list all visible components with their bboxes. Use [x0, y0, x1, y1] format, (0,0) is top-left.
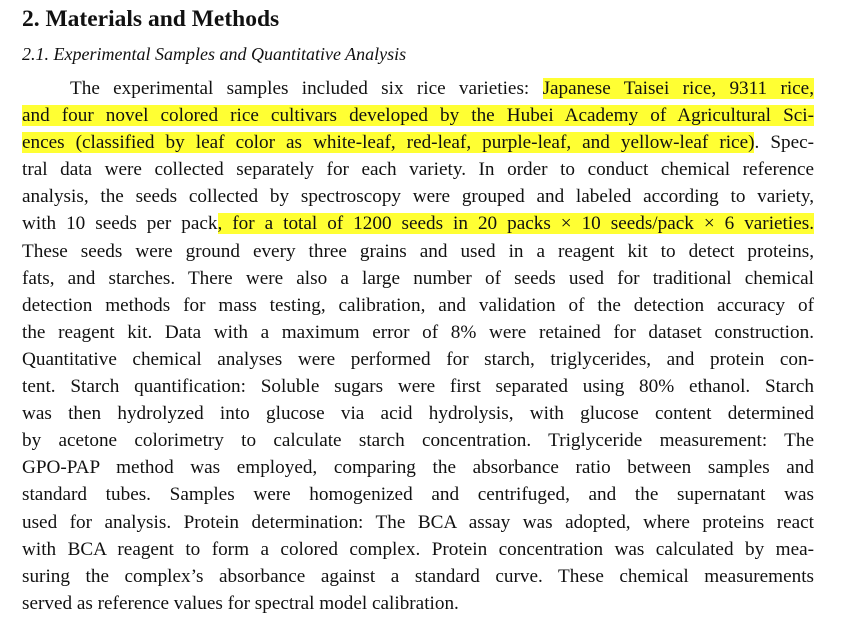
text-span: with BCA reagent to form a colored complex. Protein concentration was calculated by mea-	[22, 538, 814, 560]
highlighted-text: , for a total of 1200 seeds in 20 packs × 10 seeds/pack × 6 varieties.	[217, 213, 814, 235]
text-span: The experimental samples included six rice varieties:	[70, 78, 543, 99]
text-span: These seeds were ground every three grains and used in a reagent kit to detect proteins,	[22, 240, 814, 262]
text-span: fats, and starches. There were also a large number of seeds used for traditional chemical	[22, 267, 814, 289]
text-line	[22, 373, 814, 400]
text-line	[22, 210, 814, 237]
text-span: by acetone colorimetry to calculate starch concentration. Triglyceride measurement: The	[22, 430, 814, 452]
text-span: tent. Starch quantification: Soluble sugars were first separated using 80% ethanol. Starch	[22, 376, 814, 398]
text-span: served as reference values for spectral model calibration.	[22, 592, 459, 614]
text-span: . Spec-	[754, 132, 815, 154]
text-line	[22, 183, 814, 210]
text-line	[22, 75, 814, 102]
text-line	[22, 238, 814, 265]
text-line	[22, 509, 814, 536]
text-line	[22, 292, 814, 319]
text-span: with 10 seeds per pack	[22, 213, 218, 235]
text-span: suring the complex’s absorbance against a standard curve. These chemical measurements	[22, 565, 814, 587]
text-line	[22, 156, 814, 183]
section-heading: 2. Materials and Methods	[22, 6, 280, 32]
text-line	[22, 481, 814, 508]
text-line	[22, 265, 814, 292]
text-line	[22, 319, 814, 346]
highlighted-text: and four novel colored rice cultivars developed by the Hubei Academy of Agricultural Sci-	[22, 105, 814, 127]
text-span: tral data were collected separately for each variety. In order to conduct chemical reference	[22, 159, 814, 181]
body-paragraph	[22, 75, 814, 617]
text-span: analysis, the seeds collected by spectroscopy were grouped and labeled according to variety,	[22, 186, 814, 208]
subsection-heading: 2.1. Experimental Samples and Quantitative Analysis	[22, 44, 407, 64]
text-line	[22, 346, 814, 373]
text-span: GPO-PAP method was employed, comparing the absorbance ratio between samples and	[22, 457, 814, 479]
text-line	[22, 129, 814, 156]
text-span: standard tubes. Samples were homogenized and centrifuged, and the supernatant was	[22, 484, 814, 506]
text-span: the reagent kit. Data with a maximum error of 8% were retained for dataset construction.	[22, 321, 814, 343]
text-span: used for analysis. Protein determination: The BCA assay was adopted, where proteins react	[22, 511, 814, 533]
text-line	[22, 590, 814, 617]
text-line	[22, 102, 814, 129]
text-line	[22, 536, 814, 563]
text-line	[22, 563, 814, 590]
highlighted-text: ences (classified by leaf color as white-leaf, red-leaf, purple-leaf, and yellow-leaf rice)	[22, 132, 755, 154]
text-line	[22, 400, 814, 427]
text-line	[22, 427, 814, 454]
text-span: Quantitative chemical analyses were performed for starch, triglycerides, and protein con-	[22, 348, 814, 370]
text-span: was then hydrolyzed into glucose via acid hydrolysis, with glucose content determined	[22, 403, 814, 425]
text-line	[22, 454, 814, 481]
text-span: detection methods for mass testing, calibration, and validation of the detection accuracy of	[22, 294, 814, 316]
highlighted-text: Japanese Taisei rice, 9311 rice,	[542, 78, 814, 99]
